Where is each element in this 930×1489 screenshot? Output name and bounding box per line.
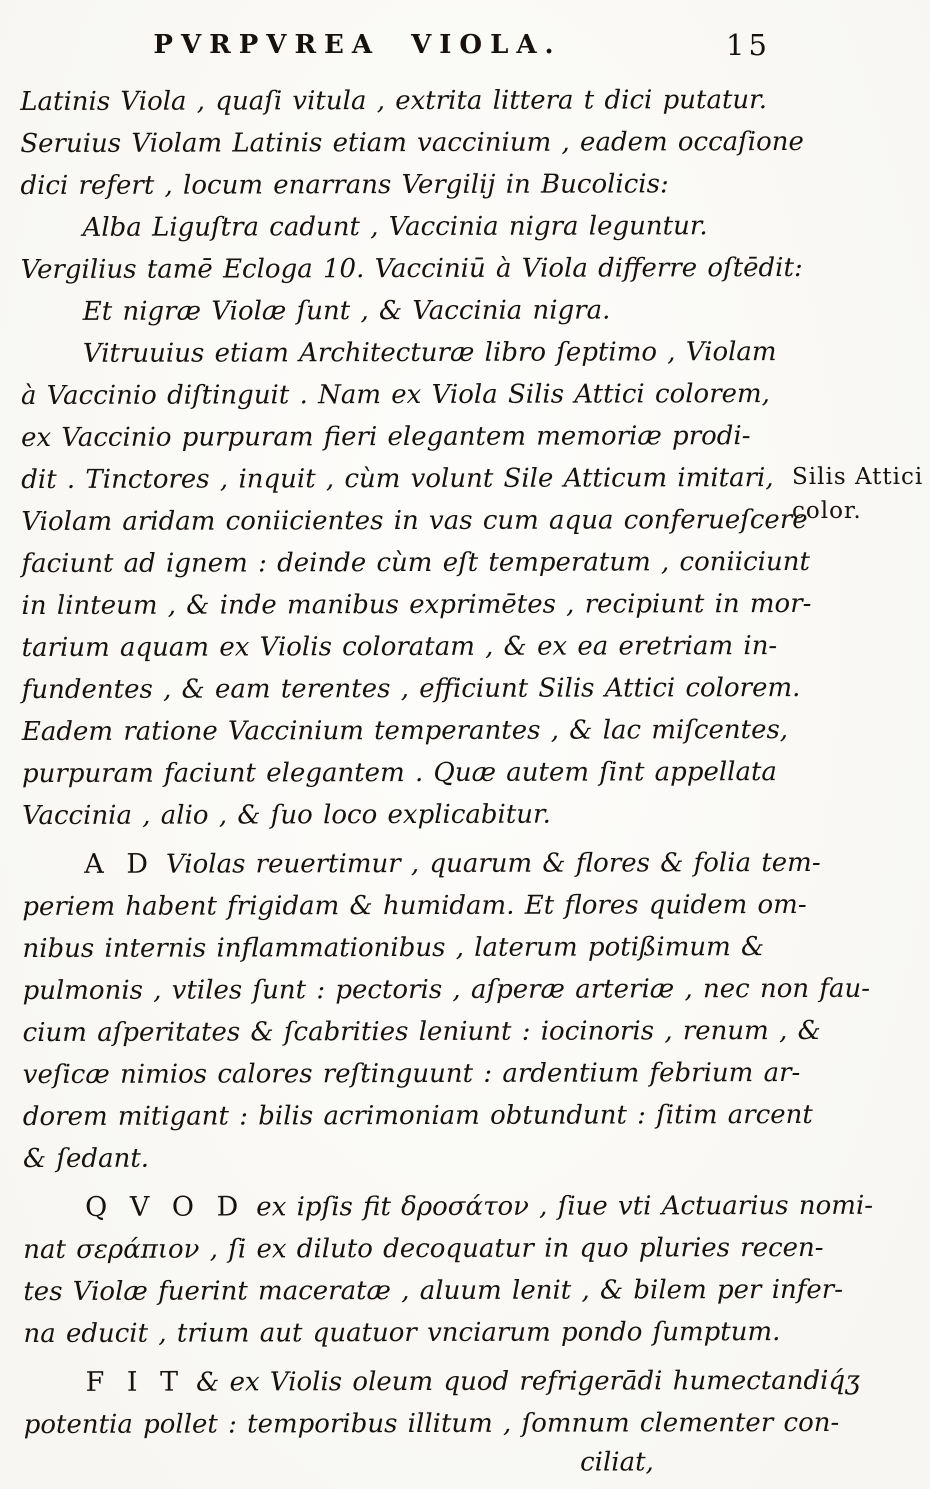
- margin-note-line: color.: [792, 498, 862, 524]
- text-line: Vergilius tamē Ecloga 10. Vacciniū à Viola differre oſtēdit:: [20, 252, 803, 286]
- catchword: ciliat,: [580, 1447, 654, 1478]
- text-line: tarium aquam ex Violis coloratam , & ex ea eretriam in-: [21, 631, 778, 664]
- paragraph-start-line: [24, 1360, 860, 1404]
- paragraph-lead-caps: A D: [84, 848, 154, 880]
- text-line: Violam aridam coniicientes in vas cum aqua conferueſcere: [21, 504, 808, 538]
- running-title: PVRPVREA VIOLA.: [153, 30, 562, 60]
- paragraph-start-line: [23, 1185, 874, 1229]
- text-line: ex Vaccinio purpuram fieri elegantem memoriæ prodi-: [21, 421, 751, 454]
- text-line: dorem mitigant : bilis acrimoniam obtundunt : ſitim arcent: [22, 1099, 813, 1133]
- text-line: purpuram faciunt elegantem . Quæ autem ſint appellata: [21, 757, 777, 790]
- text-line: cium aſperitates & ſcabrities leniunt : iocinoris , renum , &: [22, 1015, 821, 1049]
- text-line: Eadem ratione Vaccinium temperantes , & lac miſcentes,: [21, 715, 789, 748]
- text-line: & ſedant.: [22, 1143, 150, 1175]
- margin-note: [792, 460, 923, 528]
- text-line: veſicæ nimios calores reſtinguunt : ardentium febrium ar-: [22, 1057, 801, 1091]
- text-line: na educit , trium aut quatuor vnciarum pondo ſumptum.: [23, 1317, 781, 1350]
- paragraph-start-line: [22, 842, 821, 886]
- text-line: nibus internis inflammationibus , laterum potißimum &: [22, 932, 765, 965]
- text-line: fundentes , & eam terentes , efficiunt Silis Attici colorem.: [21, 672, 801, 706]
- text-line: nat σεράπιον , ſi ex diluto decoquatur in quo pluries recen-: [23, 1232, 824, 1266]
- text-line: pulmonis , vtiles ſunt : pectoris , aſperæ arteriæ , nec non fau-: [22, 973, 871, 1007]
- text-line: in linteum , & inde manibus exprimētes , recipiunt in mor-: [21, 588, 812, 622]
- text-line: à Vaccinio diſtinguit . Nam ex Viola Silis Attici colorem,: [20, 379, 770, 412]
- text-line: Latinis Viola , quaſi vitula , extrita littera t dici putatur.: [20, 85, 768, 118]
- body-text: [20, 79, 874, 1485]
- text-line: tes Violæ fuerint maceratæ , aluum lenit , & bilem per infer-: [23, 1274, 844, 1308]
- text-line: periem habent frigidam & humidam. Et flores quidem om-: [22, 889, 807, 923]
- text-line: dit . Tinctores , inquit , cùm volunt Sile Atticum imitari,: [21, 463, 774, 496]
- text-line: Vaccinia , alio , & ſuo loco explicabitur.: [22, 799, 551, 832]
- paragraph-start-line: Vitruuius etiam Architecturæ libro ſeptimo , Violam: [82, 337, 777, 369]
- paragraph-lead-caps: Q V O D: [85, 1191, 245, 1223]
- text-line: Seruius Violam Latinis etiam vaccinium , eadem occaſione: [20, 126, 804, 160]
- text-line: Violas reuertimur , quarum & flores & folia tem-: [165, 847, 821, 880]
- text-line: faciunt ad ignem : deinde cùm eſt temperatum , coniiciunt: [21, 546, 810, 580]
- verse-line: Alba Liguſtra cadunt , Vaccinia nigra leguntur.: [82, 211, 708, 243]
- paragraph-lead-caps: F I T: [85, 1366, 185, 1398]
- text-line: ex ipſis fit δροσάτον , ſiue vti Actuarius nomi-: [256, 1190, 874, 1223]
- text-line: & ex Violis oleum quod refrigerādi humectandiq́ʒ: [196, 1365, 860, 1398]
- page-number: 15: [726, 28, 771, 62]
- verse-line: Et nigræ Violæ ſunt , & Vaccinia nigra.: [82, 295, 611, 327]
- text-line: potentia pollet : temporibus illitum , ſomnum clementer con-: [23, 1407, 840, 1441]
- margin-note-line: Silis Attici: [792, 464, 924, 490]
- text-line: dici refert , locum enarrans Vergilij in Bucolicis:: [20, 169, 669, 202]
